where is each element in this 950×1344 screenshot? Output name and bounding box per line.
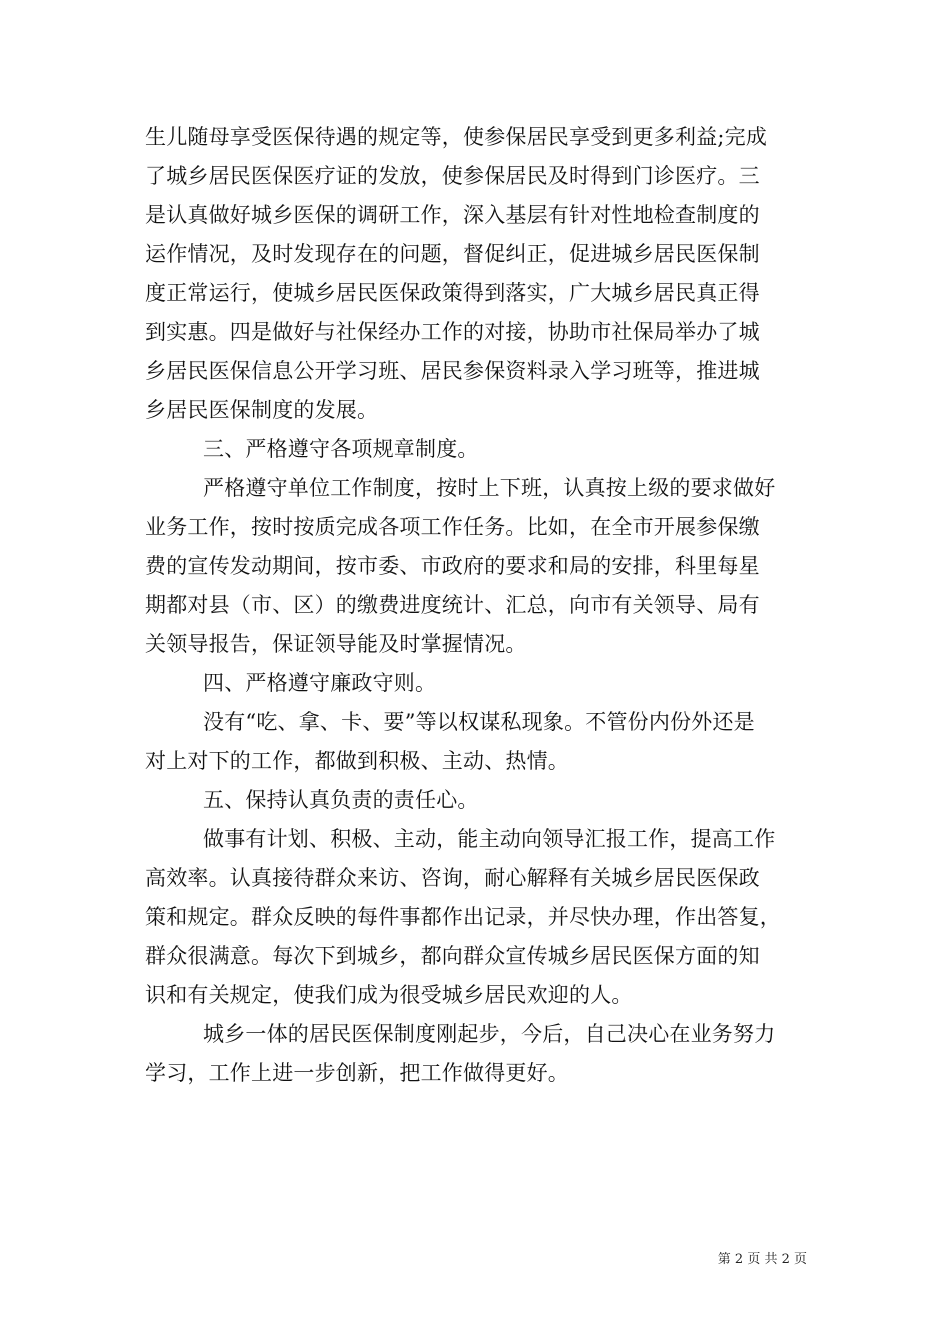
text-line: 识和有关规定，使我们成为很受城乡居民欢迎的人。 bbox=[145, 983, 633, 1007]
text-line: 三、严格遵守各项规章制度。 bbox=[203, 437, 479, 461]
text-line: 运作情况，及时发现存在的问题，督促纠正，促进城乡居民医保制 bbox=[145, 242, 760, 266]
text-line: 四、严格遵守廉政守则。 bbox=[203, 671, 437, 695]
text-line: 生儿随母享受医保待遇的规定等，使参保居民享受到更多利益;完成 bbox=[145, 125, 768, 149]
text-line: 关领导报告，保证领导能及时掌握情况。 bbox=[145, 632, 527, 656]
text-line: 是认真做好城乡医保的调研工作，深入基层有针对性地检查制度的 bbox=[145, 203, 760, 227]
text-line: 乡居民医保制度的发展。 bbox=[145, 398, 379, 422]
text-line: 学习，工作上进一步创新，把工作做得更好。 bbox=[145, 1061, 569, 1085]
text-line: 业务工作，按时按质完成各项工作任务。比如，在全市开展参保缴 bbox=[145, 515, 760, 539]
page-number-footer: 第 2 页 共 2 页 bbox=[717, 1252, 807, 1267]
text-line: 度正常运行，使城乡居民医保政策得到落实，广大城乡居民真正得 bbox=[145, 281, 760, 305]
document-body bbox=[145, 118, 810, 1093]
text-line: 期都对县（市、区）的缴费进度统计、汇总，向市有关领导、局有 bbox=[145, 593, 760, 617]
text-line: 对上对下的工作，都做到积极、主动、热情。 bbox=[145, 749, 569, 773]
text-line: 高效率。认真接待群众来访、咨询，耐心解释有关城乡居民医保政 bbox=[145, 866, 760, 890]
text-line: 没有“吃、拿、卡、要”等以权谋私现象。不管份内份外还是 bbox=[203, 710, 755, 734]
text-line: 到实惠。四是做好与社保经办工作的对接，协助市社保局举办了城 bbox=[145, 320, 760, 344]
text-line: 群众很满意。每次下到城乡，都向群众宣传城乡居民医保方面的知 bbox=[145, 944, 760, 968]
text-line: 做事有计划、积极、主动，能主动向领导汇报工作，提高工作 bbox=[203, 827, 776, 851]
text-line: 费的宣传发动期间，按市委、市政府的要求和局的安排，科里每星 bbox=[145, 554, 760, 578]
text-line: 策和规定。群众反映的每件事都作出记录，并尽快办理，作出答复， bbox=[145, 905, 781, 929]
text-line: 严格遵守单位工作制度，按时上下班，认真按上级的要求做好 bbox=[203, 476, 776, 500]
text-line: 五、保持认真负责的责任心。 bbox=[203, 788, 479, 812]
text-line: 了城乡居民医保医疗证的发放，使参保居民及时得到门诊医疗。三 bbox=[145, 164, 760, 188]
text-line: 城乡一体的居民医保制度刚起步，今后，自己决心在业务努力 bbox=[203, 1022, 776, 1046]
text-line: 乡居民医保信息公开学习班、居民参保资料录入学习班等，推进城 bbox=[145, 359, 760, 383]
